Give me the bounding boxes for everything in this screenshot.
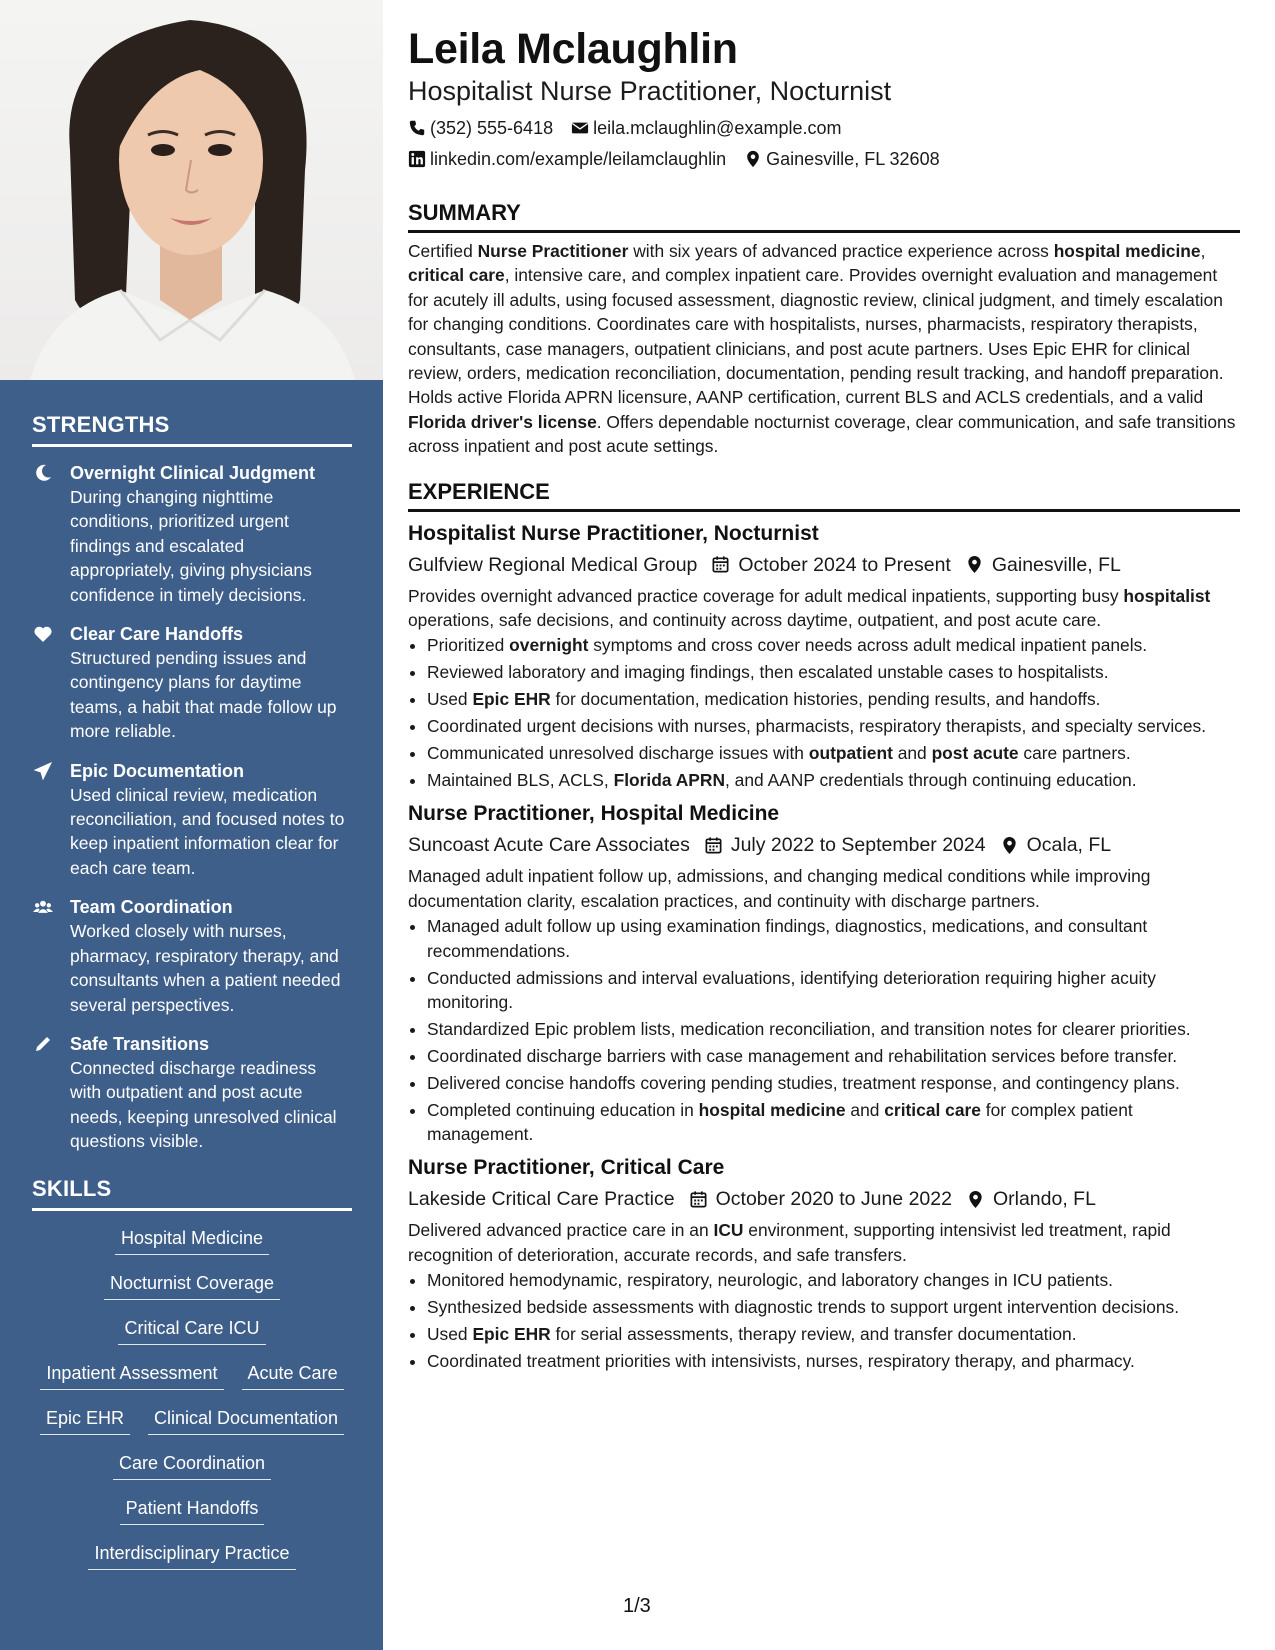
location-text: Gainesville, FL 32608 bbox=[766, 149, 940, 169]
summary-heading: SUMMARY bbox=[408, 200, 1240, 233]
job-dates: October 2020 to June 2022 bbox=[715, 1188, 952, 1211]
summary-text: Certified Nurse Practitioner with six years of advanced practice experience across hospital medicine, critical care, intensive care, and complex inpatient care. Provides overnight evaluation and management for acutely ill adults, using focused assessment, diagnostic review, clinical judgment, and timely escalation for changing conditions. Coordinates care with hospitalists, nurses, pharmacists, respiratory therapists, consultants, case managers, outpatient clinicians, and post acute partners. Uses Epic EHR for clinical review, orders, medication reconciliation, documentation, pending result tracking, and handoff preparation. Holds active Florida APRN licensure, AANP certification, current BLS and ACLS credentials, and a valid Florida driver's license. Offers dependable nocturnist coverage, clear communication, and safe transitions across inpatient and post acute settings. bbox=[408, 241, 1236, 457]
job-bullet: • Coordinated urgent decisions with nurses, pharmacists, respiratory therapists, and specialty services. bbox=[427, 714, 1240, 738]
page-number: 1/3 bbox=[623, 1595, 651, 1617]
calendar-icon bbox=[704, 836, 723, 855]
strength-description: Worked closely with nurses, pharmacy, respiratory therapy, and consultants when a patient needed several perspectives. bbox=[70, 921, 341, 1015]
job-bullet: • Communicated unresolved discharge issues with outpatient and post acute care partners. bbox=[427, 741, 1240, 765]
strength-title: Clear Care Handoffs bbox=[70, 624, 244, 645]
job-bullet: • Used Epic EHR for serial assessments, therapy review, and transfer documentation. bbox=[427, 1322, 1240, 1346]
job-entry bbox=[408, 800, 1240, 1146]
skill-row bbox=[32, 1225, 352, 1270]
skill-tag: Clinical Documentation bbox=[148, 1405, 344, 1435]
job-dates: July 2022 to September 2024 bbox=[730, 834, 986, 857]
job-location: Gainesville, FL bbox=[991, 553, 1121, 576]
paper-plane-icon bbox=[32, 759, 70, 881]
phone-contact bbox=[408, 115, 553, 141]
skill-tag: Care Coordination bbox=[113, 1450, 271, 1480]
strength-description: Used clinical review, medication reconciliation, and focused notes to keep inpatient information clear for each care team. bbox=[70, 784, 345, 878]
skill-tag: Epic EHR bbox=[40, 1405, 130, 1435]
candidate-name: Leila Mclaughlin bbox=[408, 25, 738, 73]
contact-row bbox=[408, 115, 1240, 141]
strength-description: Connected discharge readiness with outpatient and post acute needs, keeping unresolved clinical questions visible. bbox=[70, 1057, 337, 1152]
job-bullet: • Reviewed laboratory and imaging findings, then escalated unstable cases to hospitalists. bbox=[427, 660, 1240, 684]
job-bullet: • Delivered concise handoffs covering pending studies, treatment response, and contingency plans. bbox=[427, 1071, 1240, 1095]
strength-title: Epic Documentation bbox=[70, 760, 245, 781]
job-meta bbox=[408, 830, 1240, 860]
phone-text[interactable]: (352) 555-6418 bbox=[430, 118, 554, 138]
job-summary: Delivered advanced practice care in an ICU environment, supporting intensivist led treatment, rapid recognition of deterioration, accurate records, and safe transfers. bbox=[408, 1220, 1171, 1265]
job-company: Suncoast Acute Care Associates bbox=[408, 834, 690, 857]
skill-row bbox=[32, 1405, 352, 1450]
strength-title: Team Coordination bbox=[70, 897, 233, 918]
profile-photo bbox=[0, 0, 383, 380]
heart-icon bbox=[32, 622, 70, 744]
job-summary: Provides overnight advanced practice coverage for adult medical inpatients, supporting busy hospitalist operations, safe decisions, and continuity across daytime, outpatient, and post acute care. bbox=[408, 585, 1211, 631]
job-bullet: • Prioritized overnight symptoms and cross cover needs across adult medical inpatient panels. bbox=[427, 633, 1240, 657]
portrait-image bbox=[0, 0, 383, 380]
moon-icon bbox=[32, 461, 70, 607]
job-bullet: • Coordinated discharge barriers with case management and rehabilitation services before transfer. bbox=[427, 1044, 1240, 1068]
location-contact bbox=[744, 146, 939, 172]
strength-item bbox=[32, 1032, 352, 1154]
skill-row bbox=[32, 1315, 352, 1360]
skill-tag: Acute Care bbox=[242, 1360, 344, 1390]
job-bullet: • Used Epic EHR for documentation, medication histories, pending results, and handoffs. bbox=[427, 687, 1240, 711]
strengths-heading: STRENGTHS bbox=[32, 412, 352, 447]
job-bullet: • Synthesized bedside assessments with diagnostic trends to support urgent intervention decisions. bbox=[427, 1295, 1240, 1319]
skill-tag: Hospital Medicine bbox=[115, 1225, 269, 1255]
contact-row bbox=[408, 146, 1240, 172]
skill-row bbox=[32, 1540, 352, 1585]
job-bullet: • Coordinated treatment priorities with intensivists, nurses, respiratory therapy, and pharmacy. bbox=[427, 1349, 1240, 1373]
skill-row bbox=[32, 1270, 352, 1315]
job-bullet: • Maintained BLS, ACLS, Florida APRN, and AANP credentials through continuing education. bbox=[427, 768, 1240, 792]
map-pin-icon bbox=[966, 1190, 985, 1209]
candidate-title: Hospitalist Nurse Practitioner, Nocturnist bbox=[408, 76, 892, 106]
job-bullet-list bbox=[408, 914, 1240, 1146]
linkedin-link[interactable]: linkedin.com/example/leilamclaughlin bbox=[430, 149, 727, 169]
skill-tag: Interdisciplinary Practice bbox=[88, 1540, 295, 1570]
job-dates: October 2024 to Present bbox=[738, 553, 951, 576]
job-role: Nurse Practitioner, Critical Care bbox=[408, 1156, 725, 1180]
job-entry bbox=[408, 1154, 1240, 1373]
job-bullet: • Monitored hemodynamic, respiratory, neurologic, and laboratory changes in ICU patients. bbox=[427, 1268, 1240, 1292]
email-link[interactable]: leila.mclaughlin@example.com bbox=[593, 118, 842, 138]
strength-title: Overnight Clinical Judgment bbox=[70, 463, 316, 483]
strength-item bbox=[32, 461, 352, 607]
strength-description: During changing nighttime conditions, prioritized urgent findings and escalated appropriately, giving physicians confidence in timely decisions. bbox=[70, 487, 312, 605]
main-content bbox=[408, 22, 1240, 1376]
pencil-icon bbox=[32, 1032, 70, 1154]
sidebar bbox=[0, 0, 383, 1650]
job-bullet-list bbox=[408, 1268, 1240, 1373]
job-summary: Managed adult inpatient follow up, admissions, and changing medical conditions while improving documentation clarity, escalation practices, and continuity with discharge partners. bbox=[408, 866, 1151, 911]
map-pin-icon bbox=[744, 150, 762, 168]
calendar-icon bbox=[689, 1190, 708, 1209]
linkedin-icon bbox=[408, 150, 426, 168]
job-company: Gulfview Regional Medical Group bbox=[408, 553, 698, 576]
job-meta bbox=[408, 550, 1240, 580]
strength-item bbox=[32, 622, 352, 744]
phone-icon bbox=[408, 119, 426, 137]
job-bullet: • Standardized Epic problem lists, medication reconciliation, and transition notes for clearer priorities. bbox=[427, 1017, 1240, 1041]
job-bullet-list bbox=[408, 633, 1240, 792]
skill-tag: Patient Handoffs bbox=[120, 1495, 265, 1525]
users-icon bbox=[32, 895, 70, 1017]
map-pin-icon bbox=[965, 555, 984, 574]
strength-item bbox=[32, 759, 352, 881]
job-location: Ocala, FL bbox=[1026, 834, 1112, 857]
skills-heading: SKILLS bbox=[32, 1176, 352, 1211]
job-role: Hospitalist Nurse Practitioner, Nocturnist bbox=[408, 521, 819, 545]
job-role: Nurse Practitioner, Hospital Medicine bbox=[408, 802, 780, 826]
email-contact bbox=[571, 115, 841, 141]
strength-description: Structured pending issues and contingency plans for daytime teams, a habit that made follow up more reliable. bbox=[70, 648, 337, 742]
skill-tag: Inpatient Assessment bbox=[40, 1360, 223, 1390]
envelope-icon bbox=[571, 119, 589, 137]
job-bullet: • Conducted admissions and interval evaluations, identifying deterioration requiring higher acuity monitoring. bbox=[427, 966, 1240, 1015]
map-pin-icon bbox=[1000, 836, 1019, 855]
skill-tag: Nocturnist Coverage bbox=[104, 1270, 280, 1300]
skill-row bbox=[32, 1360, 352, 1405]
job-bullet: • Managed adult follow up using examination findings, diagnostics, medications, and consultant recommendations. bbox=[427, 914, 1240, 963]
skill-row bbox=[32, 1495, 352, 1540]
job-location: Orlando, FL bbox=[992, 1188, 1096, 1211]
experience-list bbox=[408, 520, 1240, 1374]
job-company: Lakeside Critical Care Practice bbox=[408, 1188, 675, 1211]
job-meta bbox=[408, 1184, 1240, 1214]
strength-item bbox=[32, 895, 352, 1017]
calendar-icon bbox=[711, 555, 730, 574]
strength-title: Safe Transitions bbox=[70, 1033, 210, 1054]
skill-row bbox=[32, 1450, 352, 1495]
skill-tag: Critical Care ICU bbox=[118, 1315, 265, 1345]
sidebar-content bbox=[32, 412, 352, 1585]
job-entry bbox=[408, 520, 1240, 793]
experience-heading: EXPERIENCE bbox=[408, 479, 1240, 512]
linkedin-contact bbox=[408, 146, 726, 172]
job-bullet: • Completed continuing education in hospital medicine and critical care for complex patient management. bbox=[427, 1098, 1240, 1147]
